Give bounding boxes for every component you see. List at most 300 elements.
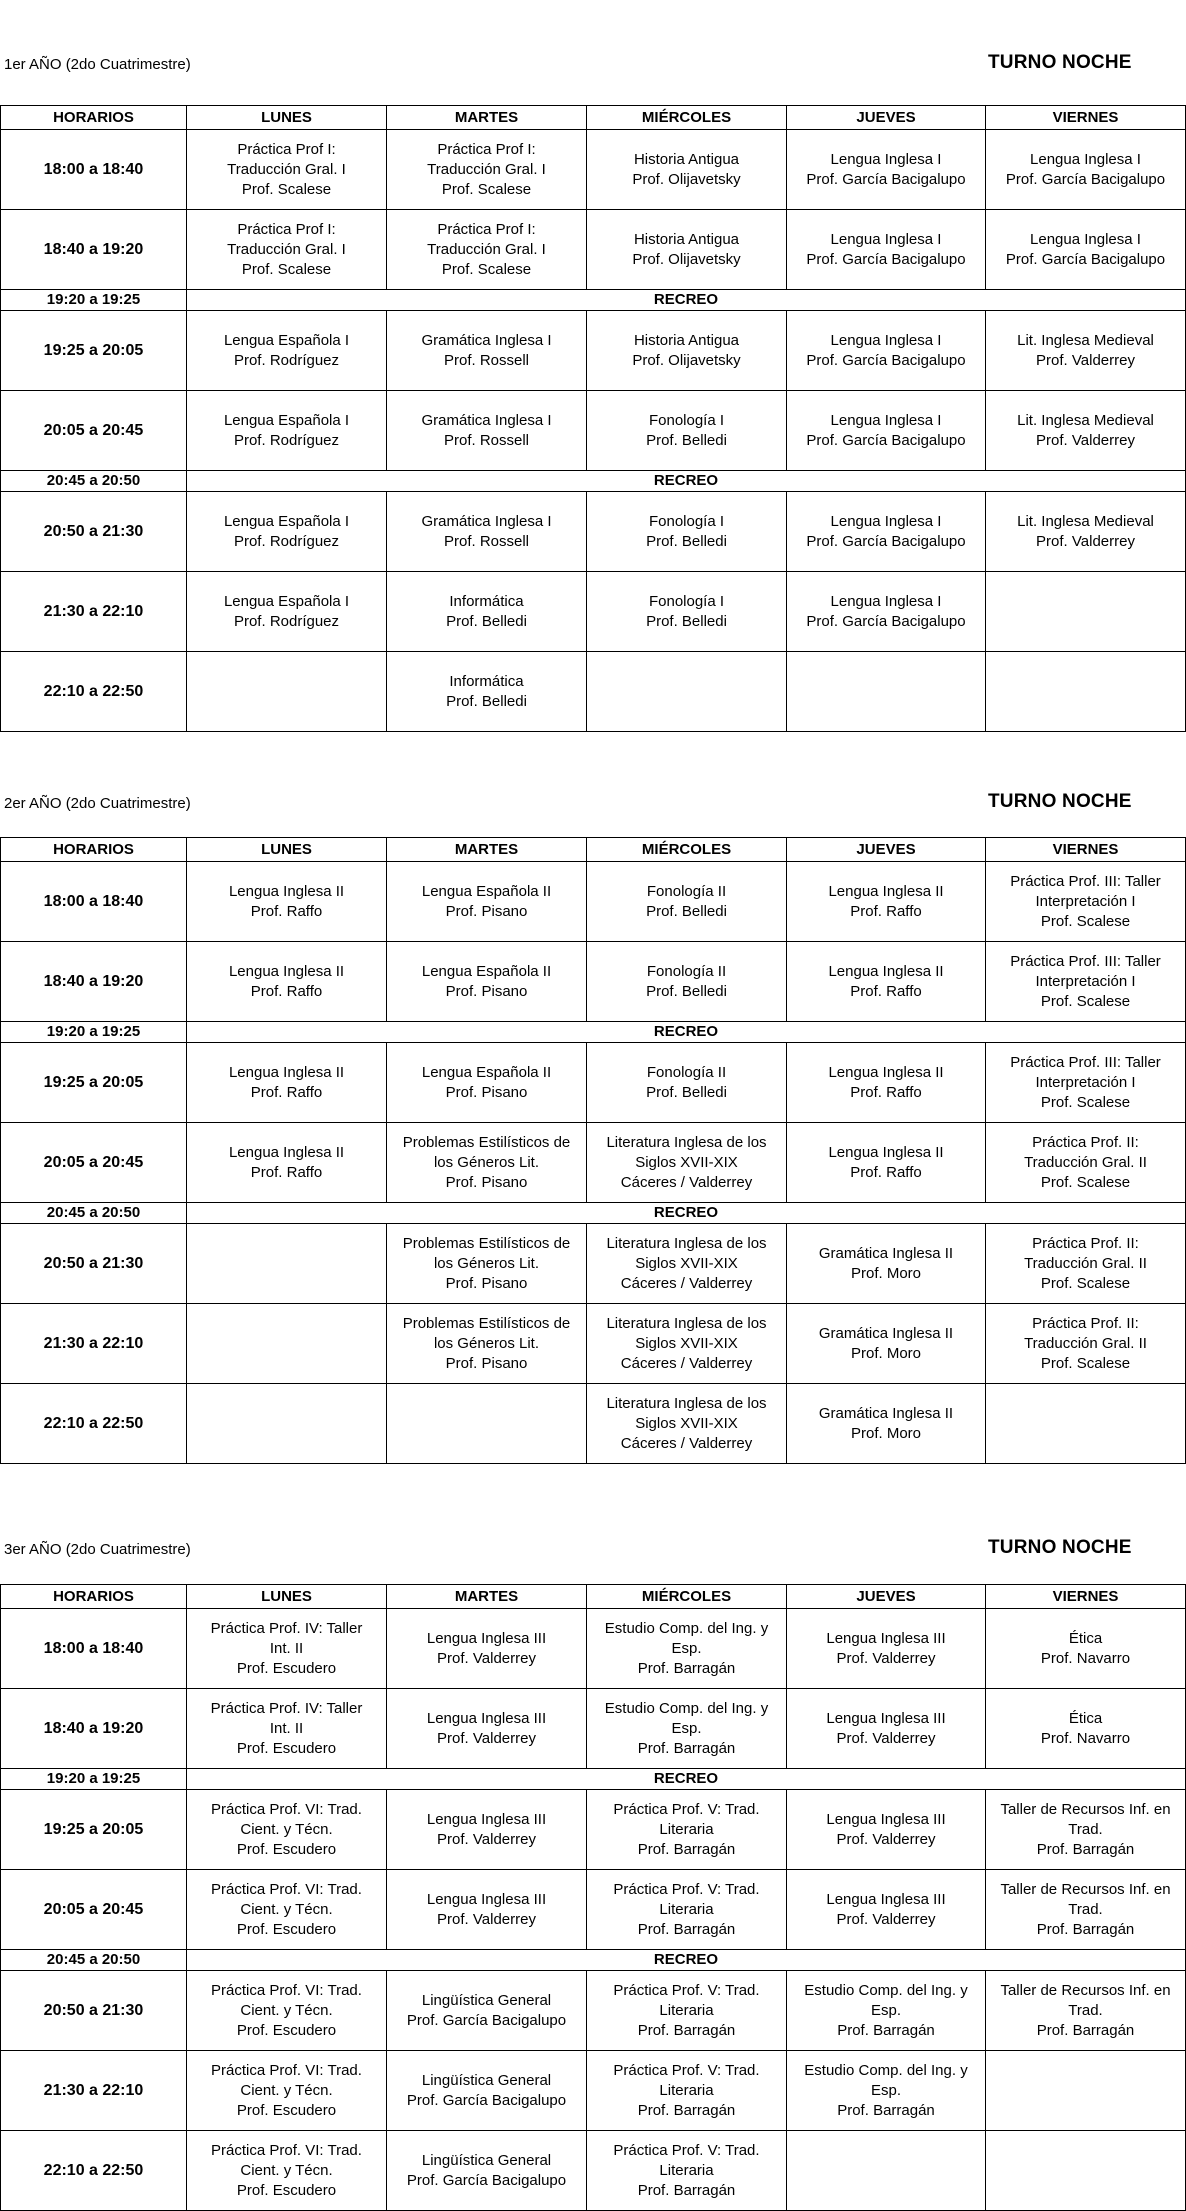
recess-label: RECREO	[187, 471, 1186, 492]
cell-text-line: Lengua Española I	[223, 411, 350, 429]
cell-text-line: Prof. Valderrey	[437, 1729, 536, 1747]
year-title: 1er AÑO (2do Cuatrimestre)	[4, 56, 191, 73]
class-cell	[587, 652, 787, 732]
class-cell	[587, 391, 787, 471]
schedule-table	[0, 837, 1186, 1464]
cell-text-line: Práctica Prof I:	[437, 220, 536, 238]
cell-text-line: Cient. y Técn.	[240, 2161, 333, 2179]
cell-text-line: Prof. Navarro	[1040, 1729, 1131, 1747]
class-cell	[587, 1689, 787, 1769]
time-slot: 21:30 a 22:10	[1, 1304, 187, 1384]
cell-text-line: Prof. Raffo	[250, 982, 323, 1000]
class-cell	[387, 492, 587, 572]
class-cell	[587, 942, 787, 1022]
cell-text-line: Lingüística General	[421, 1991, 552, 2009]
class-cell	[986, 1790, 1186, 1870]
cell-text-line: Lengua Inglesa I	[830, 331, 942, 349]
cell-text-line: Práctica Prof. III: Taller	[1010, 1053, 1161, 1071]
class-cell	[187, 572, 387, 652]
class-cell	[587, 1224, 787, 1304]
cell-text-line: Prof. Raffo	[850, 982, 922, 1000]
cell-text-line: Prof. Valderrey	[1036, 431, 1135, 449]
class-cell	[587, 1790, 787, 1870]
recess-row	[1, 471, 1186, 492]
time-slot: 22:10 a 22:50	[1, 652, 187, 732]
cell-text-line: Prof. Valderrey	[1036, 532, 1135, 550]
class-cell	[787, 492, 986, 572]
table-row	[1, 1224, 1186, 1304]
cell-text-line: Lengua Inglesa I	[830, 411, 942, 429]
cell-text-line: Prof. García Bacigalupo	[406, 2171, 567, 2189]
cell-text-line: Fonología II	[646, 882, 727, 900]
cell-text-line: Gramática Inglesa II	[818, 1244, 954, 1262]
cell-text-line: Traducción Gral. II	[1024, 1334, 1147, 1352]
cell-text-line: Interpretación I	[1035, 892, 1136, 910]
recess-label: RECREO	[187, 1769, 1186, 1790]
cell-text-line: Lengua Inglesa III	[426, 1810, 547, 1828]
cell-text-line: Prof. Belledi	[646, 982, 727, 1000]
cell-text-line: Lengua Española I	[223, 512, 350, 530]
cell-text-line: Prof. Raffo	[250, 1163, 323, 1181]
cell-text-line: Lengua Inglesa I	[830, 592, 942, 610]
cell-text-line: Siglos XVII-XIX	[635, 1414, 738, 1432]
class-cell	[187, 391, 387, 471]
table-row	[1, 1870, 1186, 1950]
cell-text-line: Prof. Barragán	[637, 1920, 736, 1938]
cell-text-line: Siglos XVII-XIX	[635, 1334, 738, 1352]
table-row	[1, 1790, 1186, 1870]
cell-text-line: Lengua Inglesa II	[828, 1143, 944, 1161]
cell-text-line: los Géneros Lit.	[433, 1254, 540, 1272]
column-header: MARTES	[387, 838, 587, 862]
cell-text-line: Prof. Valderrey	[1036, 351, 1135, 369]
class-cell	[587, 1971, 787, 2051]
cell-text-line: Lengua Inglesa II	[228, 1143, 345, 1161]
class-cell	[587, 492, 787, 572]
class-cell	[187, 492, 387, 572]
cell-text-line: Lengua Inglesa III	[426, 1629, 547, 1647]
cell-text-line: Prof. Pisano	[445, 902, 528, 920]
cell-text-line: Taller de Recursos Inf. en	[1000, 1880, 1171, 1898]
column-header: JUEVES	[787, 1585, 986, 1609]
cell-text-line: Prof. Escudero	[236, 1920, 337, 1938]
cell-text-line: Lengua Inglesa III	[426, 1890, 547, 1908]
cell-text-line: Siglos XVII-XIX	[635, 1254, 738, 1272]
cell-text-line: Prof. García Bacigalupo	[806, 170, 966, 188]
recess-label: RECREO	[187, 290, 1186, 311]
column-header: HORARIOS	[1, 106, 187, 130]
cell-text-line: Cáceres / Valderrey	[620, 1434, 753, 1452]
column-header: MARTES	[387, 1585, 587, 1609]
time-slot: 18:00 a 18:40	[1, 130, 187, 210]
class-cell	[986, 1689, 1186, 1769]
class-cell	[787, 1304, 986, 1384]
table-row	[1, 1689, 1186, 1769]
cell-text-line: Prof. Valderrey	[836, 1830, 936, 1848]
class-cell	[787, 1790, 986, 1870]
cell-text-line: Prof. Olijavetsky	[632, 170, 741, 188]
class-cell	[187, 311, 387, 391]
cell-text-line: Prof. Barragán	[637, 1739, 736, 1757]
table-row	[1, 1043, 1186, 1123]
class-cell	[587, 1123, 787, 1203]
cell-text-line: Práctica Prof. II:	[1032, 1234, 1139, 1252]
cell-text-line: Prof. Pisano	[445, 1173, 528, 1191]
recess-row	[1, 1950, 1186, 1971]
cell-text-line: Práctica Prof. II:	[1032, 1314, 1139, 1332]
class-cell	[787, 1384, 986, 1464]
cell-text-line: Traducción Gral. I	[227, 160, 346, 178]
cell-text-line: Estudio Comp. del Ing. y	[604, 1619, 769, 1637]
class-cell	[787, 572, 986, 652]
time-slot: 22:10 a 22:50	[1, 1384, 187, 1464]
class-cell	[986, 1304, 1186, 1384]
class-cell	[587, 2131, 787, 2211]
time-slot: 21:30 a 22:10	[1, 2051, 187, 2131]
cell-text-line: Problemas Estilísticos de	[402, 1133, 571, 1151]
cell-text-line: Interpretación I	[1035, 1073, 1136, 1091]
cell-text-line: Lengua Inglesa I	[830, 230, 942, 248]
column-header: MARTES	[387, 106, 587, 130]
time-slot: 18:40 a 19:20	[1, 210, 187, 290]
class-cell	[986, 862, 1186, 942]
class-cell	[787, 942, 986, 1022]
cell-text-line: Cáceres / Valderrey	[620, 1354, 753, 1372]
cell-text-line: Lengua Española II	[421, 962, 552, 980]
time-slot: 20:50 a 21:30	[1, 492, 187, 572]
cell-text-line: Prof. Raffo	[850, 1083, 922, 1101]
cell-text-line: Problemas Estilísticos de	[402, 1234, 571, 1252]
cell-text-line: Práctica Prof. VI: Trad.	[211, 2141, 362, 2159]
class-cell	[986, 1870, 1186, 1950]
cell-text-line: Lit. Inglesa Medieval	[1017, 512, 1154, 530]
class-cell	[787, 1224, 986, 1304]
cell-text-line: Literaria	[659, 2001, 714, 2019]
time-slot: 20:05 a 20:45	[1, 1123, 187, 1203]
class-cell	[986, 492, 1186, 572]
cell-text-line: Prof. Scalese	[441, 260, 532, 278]
class-cell	[986, 311, 1186, 391]
class-cell	[787, 391, 986, 471]
time-slot: 20:45 a 20:50	[1, 471, 187, 492]
cell-text-line: Práctica Prof I:	[237, 220, 336, 238]
cell-text-line: Prof. Pisano	[445, 1354, 528, 1372]
cell-text-line: Lengua Inglesa II	[228, 1063, 345, 1081]
cell-text-line: Prof. García Bacigalupo	[806, 612, 966, 630]
cell-text-line: Prof. Escudero	[236, 1739, 337, 1757]
class-cell	[787, 862, 986, 942]
cell-text-line: Cáceres / Valderrey	[620, 1173, 753, 1191]
year-title: 2er AÑO (2do Cuatrimestre)	[4, 795, 191, 812]
cell-text-line: Literaria	[659, 2081, 714, 2099]
cell-text-line: Lengua Inglesa III	[826, 1709, 946, 1727]
class-cell	[187, 1224, 387, 1304]
recess-label: RECREO	[187, 1203, 1186, 1224]
cell-text-line: Ética	[1068, 1629, 1103, 1647]
cell-text-line: Fonología I	[648, 592, 725, 610]
class-cell	[787, 210, 986, 290]
table-row	[1, 1609, 1186, 1689]
cell-text-line: Prof. Rodríguez	[233, 612, 340, 630]
table-row	[1, 2051, 1186, 2131]
cell-text-line: Prof. Belledi	[446, 692, 527, 710]
class-cell	[587, 862, 787, 942]
cell-text-line: Gramática Inglesa I	[421, 512, 552, 530]
shift-title: TURNO NOCHE	[988, 791, 1132, 812]
cell-text-line: Prof. García Bacigalupo	[806, 532, 966, 550]
cell-text-line: Historia Antigua	[633, 230, 740, 248]
table-row	[1, 652, 1186, 732]
cell-text-line: Cient. y Técn.	[240, 2081, 333, 2099]
year-title: 3er AÑO (2do Cuatrimestre)	[4, 1541, 191, 1558]
cell-text-line: Gramática Inglesa II	[818, 1404, 954, 1422]
table-row	[1, 1971, 1186, 2051]
recess-row	[1, 290, 1186, 311]
recess-row	[1, 1203, 1186, 1224]
cell-text-line: Fonología I	[648, 411, 725, 429]
cell-text-line: Taller de Recursos Inf. en	[1000, 1800, 1171, 1818]
cell-text-line: Historia Antigua	[633, 150, 740, 168]
cell-text-line: Prof. Escudero	[236, 2181, 337, 2199]
cell-text-line: Prof. Raffo	[250, 902, 323, 920]
cell-text-line: Prof. Belledi	[646, 1083, 727, 1101]
class-cell	[587, 2051, 787, 2131]
table-row	[1, 130, 1186, 210]
cell-text-line: Práctica Prof. V: Trad.	[613, 2061, 760, 2079]
time-slot: 20:05 a 20:45	[1, 391, 187, 471]
class-cell	[986, 572, 1186, 652]
class-cell	[387, 1609, 587, 1689]
class-cell	[787, 1689, 986, 1769]
cell-text-line: Prof. Scalese	[241, 180, 332, 198]
class-cell	[387, 2131, 587, 2211]
class-cell	[387, 652, 587, 732]
class-cell	[187, 1304, 387, 1384]
class-cell	[387, 1123, 587, 1203]
recess-row	[1, 1769, 1186, 1790]
cell-text-line: Prof. Barragán	[1036, 1920, 1135, 1938]
time-slot: 19:25 a 20:05	[1, 1790, 187, 1870]
table-row	[1, 1384, 1186, 1464]
class-cell	[187, 2051, 387, 2131]
cell-text-line: Lengua Española I	[223, 331, 350, 349]
class-cell	[387, 942, 587, 1022]
class-cell	[986, 1043, 1186, 1123]
cell-text-line: Prof. García Bacigalupo	[806, 250, 966, 268]
column-header: HORARIOS	[1, 838, 187, 862]
cell-text-line: Traducción Gral. II	[1024, 1153, 1147, 1171]
cell-text-line: Lengua Inglesa I	[830, 150, 942, 168]
cell-text-line: Informática	[449, 672, 524, 690]
class-cell	[787, 2131, 986, 2211]
cell-text-line: Lengua Inglesa I	[1030, 230, 1141, 248]
cell-text-line: Prof. Raffo	[850, 902, 922, 920]
time-slot: 20:50 a 21:30	[1, 1971, 187, 2051]
column-header: VIERNES	[986, 1585, 1186, 1609]
cell-text-line: Prof. Scalese	[1040, 992, 1131, 1010]
class-cell	[587, 1870, 787, 1950]
cell-text-line: Prof. Valderrey	[437, 1649, 536, 1667]
cell-text-line: Práctica Prof. V: Trad.	[613, 2141, 760, 2159]
cell-text-line: Prof. García Bacigalupo	[1005, 250, 1166, 268]
cell-text-line: Estudio Comp. del Ing. y	[804, 2061, 968, 2079]
cell-text-line: Traducción Gral. I	[427, 160, 546, 178]
time-slot: 20:45 a 20:50	[1, 1203, 187, 1224]
cell-text-line: Traducción Gral. I	[427, 240, 546, 258]
cell-text-line: Literaria	[659, 1900, 714, 1918]
cell-text-line: Prof. Navarro	[1040, 1649, 1131, 1667]
cell-text-line: Prof. Barragán	[637, 2021, 736, 2039]
cell-text-line: Práctica Prof. III: Taller	[1010, 872, 1161, 890]
cell-text-line: Prof. Pisano	[445, 1083, 528, 1101]
cell-text-line: Fonología I	[648, 512, 725, 530]
class-cell	[187, 2131, 387, 2211]
cell-text-line: Prof. Belledi	[446, 612, 527, 630]
class-cell	[787, 1971, 986, 2051]
cell-text-line: Lengua Inglesa I	[830, 512, 942, 530]
column-header: MIÉRCOLES	[587, 838, 787, 862]
class-cell	[587, 1043, 787, 1123]
cell-text-line: Int. II	[269, 1639, 304, 1657]
class-cell	[587, 130, 787, 210]
class-cell	[387, 572, 587, 652]
cell-text-line: Prof. García Bacigalupo	[806, 431, 966, 449]
table-row	[1, 2131, 1186, 2211]
time-slot: 19:25 a 20:05	[1, 1043, 187, 1123]
class-cell	[387, 130, 587, 210]
column-header: HORARIOS	[1, 1585, 187, 1609]
class-cell	[387, 1043, 587, 1123]
shift-title: TURNO NOCHE	[988, 52, 1132, 73]
cell-text-line: Esp.	[870, 2001, 901, 2019]
time-slot: 22:10 a 22:50	[1, 2131, 187, 2211]
column-header: MIÉRCOLES	[587, 1585, 787, 1609]
cell-text-line: Práctica Prof. IV: Taller	[210, 1699, 363, 1717]
cell-text-line: Práctica Prof I:	[437, 140, 536, 158]
cell-text-line: Prof. Raffo	[850, 1163, 922, 1181]
time-slot: 18:40 a 19:20	[1, 942, 187, 1022]
cell-text-line: Estudio Comp. del Ing. y	[604, 1699, 769, 1717]
cell-text-line: Trad.	[1068, 1900, 1103, 1918]
cell-text-line: Práctica Prof. V: Trad.	[613, 1880, 760, 1898]
cell-text-line: Prof. Escudero	[236, 2101, 337, 2119]
table-row	[1, 862, 1186, 942]
cell-text-line: Prof. Barragán	[837, 2021, 935, 2039]
header-row	[1, 1585, 1186, 1609]
time-slot: 20:50 a 21:30	[1, 1224, 187, 1304]
cell-text-line: Esp.	[870, 2081, 901, 2099]
class-cell	[787, 1043, 986, 1123]
cell-text-line: Prof. Barragán	[637, 2181, 736, 2199]
cell-text-line: Literaria	[659, 1820, 714, 1838]
class-cell	[387, 862, 587, 942]
cell-text-line: Prof. Barragán	[1036, 2021, 1135, 2039]
cell-text-line: Esp.	[671, 1719, 702, 1737]
cell-text-line: Prof. Escudero	[236, 1840, 337, 1858]
cell-text-line: Práctica Prof. IV: Taller	[210, 1619, 363, 1637]
class-cell	[387, 1870, 587, 1950]
time-slot: 20:45 a 20:50	[1, 1950, 187, 1971]
cell-text-line: Interpretación I	[1035, 972, 1136, 990]
cell-text-line: Prof. Olijavetsky	[632, 250, 741, 268]
recess-label: RECREO	[187, 1950, 1186, 1971]
cell-text-line: Prof. Olijavetsky	[632, 351, 741, 369]
time-slot: 18:00 a 18:40	[1, 1609, 187, 1689]
table-row	[1, 1123, 1186, 1203]
class-cell	[187, 1384, 387, 1464]
cell-text-line: Práctica Prof I:	[237, 140, 336, 158]
cell-text-line: Lingüística General	[421, 2071, 552, 2089]
cell-text-line: Lengua Inglesa III	[426, 1709, 547, 1727]
cell-text-line: Traducción Gral. II	[1024, 1254, 1147, 1272]
table-row	[1, 391, 1186, 471]
shift-title: TURNO NOCHE	[988, 1537, 1132, 1558]
class-cell	[187, 1123, 387, 1203]
cell-text-line: Prof. Valderrey	[836, 1649, 936, 1667]
column-header: JUEVES	[787, 106, 986, 130]
cell-text-line: Prof. Barragán	[837, 2101, 935, 2119]
class-cell	[986, 1384, 1186, 1464]
cell-text-line: Prof. Valderrey	[836, 1910, 936, 1928]
cell-text-line: Fonología II	[646, 962, 727, 980]
class-cell	[387, 1689, 587, 1769]
class-cell	[587, 1609, 787, 1689]
cell-text-line: Lengua Española II	[421, 882, 552, 900]
column-header: LUNES	[187, 1585, 387, 1609]
class-cell	[787, 1609, 986, 1689]
class-cell	[787, 130, 986, 210]
cell-text-line: Lengua Inglesa II	[828, 1063, 944, 1081]
table-row	[1, 1304, 1186, 1384]
class-cell	[986, 942, 1186, 1022]
cell-text-line: Prof. Scalese	[1040, 1173, 1131, 1191]
cell-text-line: Prof. Raffo	[250, 1083, 323, 1101]
cell-text-line: Ética	[1068, 1709, 1103, 1727]
cell-text-line: Gramática Inglesa II	[818, 1324, 954, 1342]
cell-text-line: Prof. Barragán	[637, 2101, 736, 2119]
cell-text-line: Práctica Prof. V: Trad.	[613, 1800, 760, 1818]
cell-text-line: Trad.	[1068, 1820, 1103, 1838]
cell-text-line: Prof. García Bacigalupo	[406, 2011, 567, 2029]
cell-text-line: los Géneros Lit.	[433, 1153, 540, 1171]
cell-text-line: Práctica Prof. VI: Trad.	[211, 1880, 362, 1898]
cell-text-line: Prof. Rodríguez	[233, 431, 340, 449]
class-cell	[986, 391, 1186, 471]
class-cell	[187, 1609, 387, 1689]
cell-text-line: Prof. Pisano	[445, 982, 528, 1000]
cell-text-line: Literatura Inglesa de los	[606, 1234, 767, 1252]
cell-text-line: Prof. Scalese	[1040, 912, 1131, 930]
header-row	[1, 106, 1186, 130]
cell-text-line: Lengua Inglesa II	[228, 882, 345, 900]
class-cell	[787, 652, 986, 732]
cell-text-line: los Géneros Lit.	[433, 1334, 540, 1352]
class-cell	[187, 942, 387, 1022]
class-cell	[787, 1870, 986, 1950]
cell-text-line: Prof. Moro	[850, 1424, 922, 1442]
cell-text-line: Prof. Belledi	[646, 612, 727, 630]
class-cell	[986, 1224, 1186, 1304]
class-cell	[986, 2131, 1186, 2211]
schedule-table	[0, 1584, 1186, 2211]
cell-text-line: Prof. Rossell	[443, 431, 530, 449]
class-cell	[187, 130, 387, 210]
cell-text-line: Traducción Gral. I	[227, 240, 346, 258]
cell-text-line: Cient. y Técn.	[240, 1820, 333, 1838]
cell-text-line: Prof. Moro	[850, 1264, 922, 1282]
cell-text-line: Prof. Barragán	[637, 1659, 736, 1677]
cell-text-line: Fonología II	[646, 1063, 727, 1081]
